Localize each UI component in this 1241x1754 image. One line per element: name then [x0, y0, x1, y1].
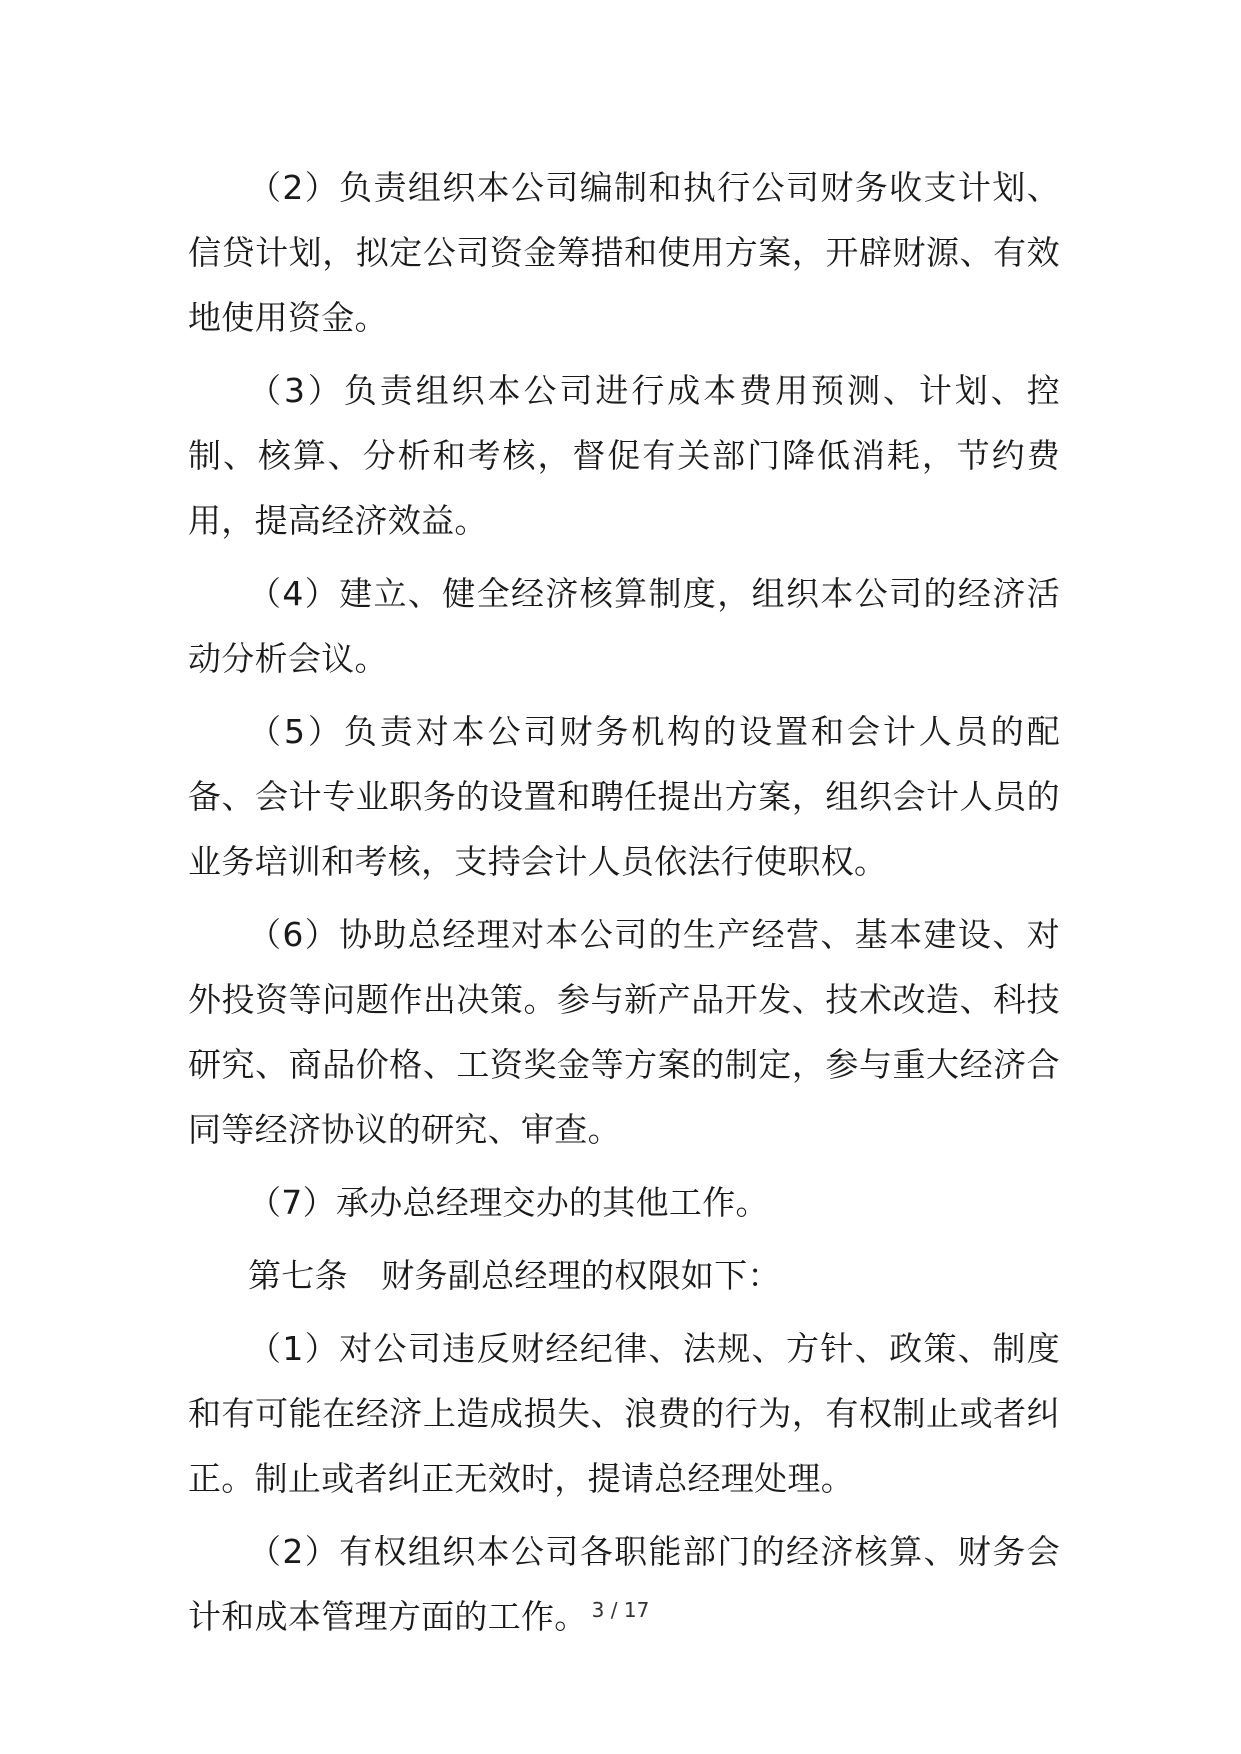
paragraph-duty-7: （7）承办总经理交办的其他工作。 — [248, 1183, 769, 1222]
paragraph-duty-2: （2）负责组织本公司编制和执行公司财务收支计划、信贷计划，拟定公司资金筹措和使用方案，开辟财源、有效地使用资金。 — [188, 168, 1060, 337]
paragraph-duty-3: （3）负责组织本公司进行成本费用预测、计划、控制、核算、分析和考核，督促有关部门降低消耗，节约费用，提高经济效益。 — [188, 371, 1060, 540]
document-body — [188, 155, 1060, 1657]
paragraph-duty-5: （5）负责对本公司财务机构的设置和会计人员的配备、会计专业职务的设置和聘任提出方案，组织会计人员的业务培训和考核，支持会计人员依法行使职权。 — [188, 712, 1060, 881]
paragraph-authority-2: （2）有权组织本公司各职能部门的经济核算、财务会计和成本管理方面的工作。 — [188, 1532, 1060, 1636]
paragraph-duty-4: （4）建立、健全经济核算制度，组织本公司的经济活动分析会议。 — [188, 574, 1060, 678]
paragraph-duty-6: （6）协助总经理对本公司的生产经营、基本建设、对外投资等问题作出决策。参与新产品开发、技术改造、科技研究、商品价格、工资奖金等方案的制定，参与重大经济合同等经济协议的研究、审查。 — [188, 915, 1060, 1149]
paragraph-authority-1: （1）对公司违反财经纪律、法规、方针、政策、制度和有可能在经济上造成损失、浪费的行为，有权制止或者纠正。制止或者纠正无效时，提请总经理处理。 — [188, 1329, 1060, 1498]
page-number: 3 / 17 — [591, 1598, 650, 1622]
article-7-heading: 第七条 财务副总经理的权限如下： — [248, 1256, 781, 1295]
